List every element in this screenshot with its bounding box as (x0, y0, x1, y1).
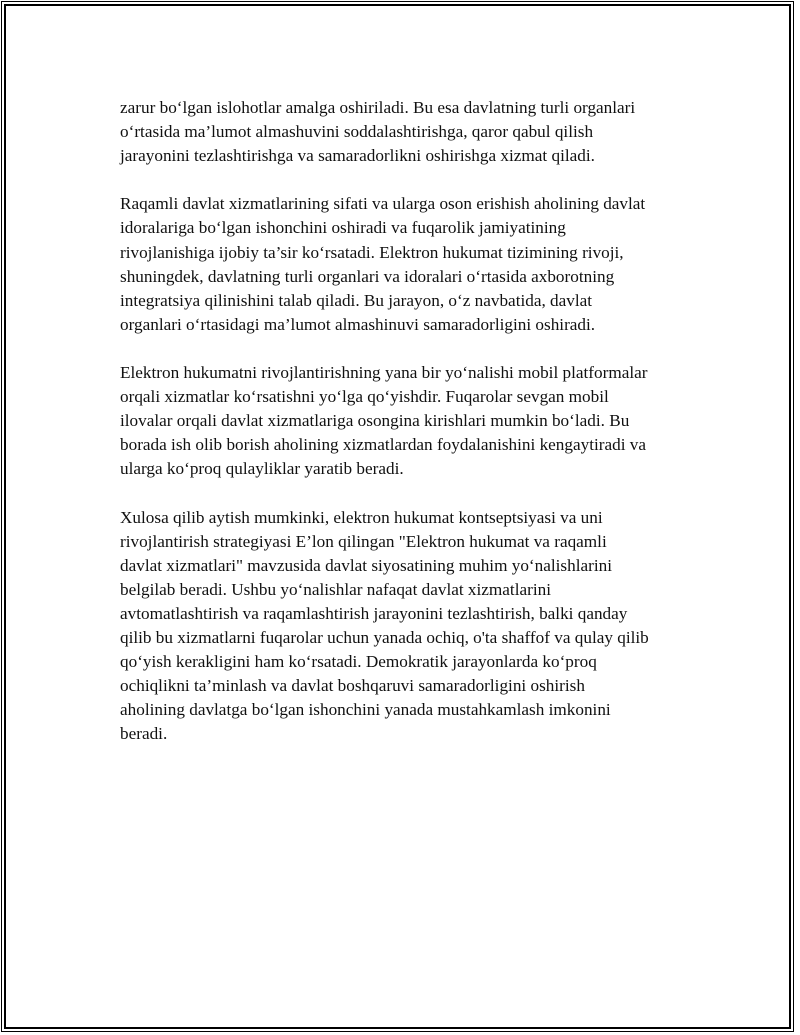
text-line: integratsiya qilinishini talab qiladi. Bu jarayon, o‘z navbatida, davlat (120, 290, 593, 310)
text-line: qo‘yish kerakligini ham ko‘rsatadi. Demokratik jarayonlarda ko‘proq (120, 652, 597, 672)
paragraph-1 (120, 96, 690, 168)
text-line: Xulosa qilib aytish mumkinki, elektron hukumat kontseptsiyasi va uni (120, 507, 603, 527)
text-line: avtomatlashtirish va raqamlashtirish jarayonini tezlashtirish, balki qanday (120, 603, 628, 623)
text-line: rivojlanishiga ijobiy ta’sir ko‘rsatadi. Elektron hukumat tizimining rivoji, (120, 242, 624, 262)
text-line: Raqamli davlat xizmatlarining sifati va ularga oson erishish aholining davlat (120, 194, 646, 214)
document-page (4, 4, 791, 1029)
text-line: idoralariga bo‘lgan ishonchini oshiradi va fuqarolik jamiyatining (120, 218, 566, 238)
text-line: orqali xizmatlar ko‘rsatishni yo‘lga qo‘yishdir. Fuqarolar sevgan mobil (120, 387, 609, 407)
text-line: zarur bo‘lgan islohotlar amalga oshiriladi. Bu esa davlatning turli organlari (120, 98, 636, 117)
text-line: beradi. (120, 724, 168, 744)
text-line: davlat xizmatlari" mavzusida davlat siyosatining muhim yo‘nalishlarini (120, 555, 612, 575)
text-line: ularga ko‘proq qulayliklar yaratib beradi. (120, 459, 404, 479)
text-line: ochiqlikni ta’minlash va davlat boshqaruvi samaradorligini oshirish (120, 676, 585, 696)
document-body (120, 96, 690, 771)
text-line: rivojlantirish strategiyasi E’lon qilingan "Elektron hukumat va raqamli (120, 531, 607, 551)
text-line: organlari o‘rtasidagi ma’lumot almashinuvi samaradorligini oshiradi. (120, 314, 596, 334)
text-line: ilovalar orqali davlat xizmatlariga osongina kirishlari mumkin bo‘ladi. Bu (120, 411, 630, 431)
text-line: o‘rtasida ma’lumot almashuvini soddalashtirishga, qaror qabul qilish (120, 122, 594, 142)
text-line: jarayonini tezlashtirishga va samaradorlikni oshirishga xizmat qiladi. (120, 146, 595, 166)
paragraph-4 (120, 506, 690, 747)
paragraph-3 (120, 361, 690, 481)
text-line: shuningdek, davlatning turli organlari va idoralari o‘rtasida axborotning (120, 266, 615, 286)
paragraph-2 (120, 192, 690, 337)
text-line: belgilab beradi. Ushbu yo‘nalishlar nafaqat davlat xizmatlarini (120, 579, 551, 599)
text-line: Elektron hukumatni rivojlantirishning yana bir yo‘nalishi mobil platformalar (120, 363, 648, 383)
text-line: borada ish olib borish aholining xizmatlardan foydalanishini kengaytiradi va (120, 435, 646, 455)
text-line: qilib bu xizmatlarni fuqarolar uchun yanada ochiq, o'ta shaffof va qulay qilib (120, 628, 649, 648)
text-line: aholining davlatga bo‘lgan ishonchini yanada mustahkamlash imkonini (120, 700, 611, 720)
